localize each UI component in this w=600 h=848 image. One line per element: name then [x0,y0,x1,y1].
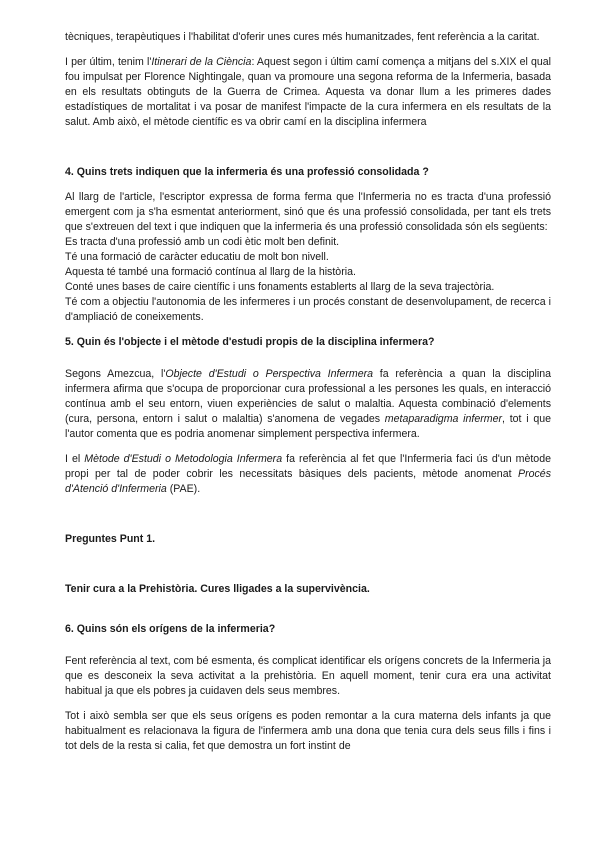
italic-term: Objecte d'Estudi o Perspectiva Infermera [165,368,374,380]
document-page [65,30,551,754]
list-item: Aquesta té també una formació contínua al llarg de la història. [65,266,356,278]
section-heading-prehistoria: Tenir cura a la Prehistòria. Cures lligades a la supervivència. [65,583,370,595]
paragraph-trets: Al llarg de l'article, l'escriptor expressa de forma ferma que l'Infermeria no es tracta d'una professió emergent com ja s'ha esmentat anteriorment, sinó que és una professió consolidada, per tant els trets que s'extreuen del text i que indiquen que la infermeria és una professió consolidada són els següents: [65,191,551,233]
italic-term: metaparadigma infermer [384,413,503,425]
text-run: fa referència a quan la disciplina infermera afirma que s'ocupa de proporcionar cura professional a les persones les quals, en interacció contínua amb el seu entorn, viuen experiències de salut o malaltia. Aquesta combinació d'elements (cura, persona, entorn i salut o malaltia) s'anomena de vegades [65,368,551,425]
italic-term: Mètode d'Estudi o Metodologia Infermera [84,453,283,465]
paragraph-caritat: tècniques, terapèutiques i l'habilitat d'oferir unes cures més humanitzades, fent referència a la caritat. [65,31,540,43]
section-heading-preguntes-punt-1: Preguntes Punt 1. [65,533,156,545]
question-4-heading: 4. Quins trets indiquen que la infermeria és una professió consolidada ? [65,166,429,178]
paragraph-objecte-estudi [65,367,551,442]
paragraph-itinerari-ciencia [65,55,551,130]
list-item: Té una formació de caràcter educatiu de molt bon nivell. [65,251,329,263]
text-run: Segons Amezcua, l' [65,368,166,380]
list-item: Té com a objectiu l'autonomia de les infermeres i un procés constant de desenvolupament, de recerca i d'ampliació de coneixements. [65,296,551,323]
text-run: fa referència al fet que l'Infermeria faci ús d'un mètode propi per tal de poder cobrir les necessitats bàsiques dels pacients, mètode anomenat [65,453,551,480]
question-6-heading: 6. Quins són els orígens de la infermeria? [65,623,276,635]
paragraph-cura-materna: Tot i això sembla ser que els seus orígens es poden remontar a la cura materna dels infants ja que habitualment es relacionava la figura de l'infermera amb una dona que tenia cura dels seus fills i fins i tot dels de la resta si calia, fet que demostra un fort instint de [65,710,551,752]
text-run: , tot i que l'autor comenta que es podria anomenar simplement perspectiva infermera. [65,413,552,440]
text-run: I el [65,453,85,465]
italic-term: Itinerari de la Ciència [151,56,252,68]
question-5-heading: 5. Quin és l'objecte i el mètode d'estudi propis de la disciplina infermera? [65,336,435,348]
text-run: I per últim, tenim l' [65,56,152,68]
italic-term: Procés d'Atenció d'Infermeria [65,468,551,495]
text-run: (PAE). [166,483,201,495]
text-run: : Aquest segon i últim camí comença a mitjans del s.XIX el qual fou impulsat per Florence Nightingale, quan va promoure una segona reforma de la Infermeria, basada en els resultats obtinguts de la Guerra de Crimea. Aquesta va donar llum a les primeres dades estadístiques de mortalitat i va posar de manifest l'impacte de la cura infermera en els resultats de la salut. Amb això, el mètode científic es va obrir camí en la disciplina infermera [65,56,552,128]
paragraph-origens: Fent referència al text, com bé esmenta, és complicat identificar els orígens concrets de la Infermeria ja que es desconeix la seva activitat a la prehistòria. En aquell moment, tenir cura era una activitat habitual ja que els pobres ja cuidaven dels seus membres. [65,655,551,697]
paragraph-metode-estudi [65,452,551,497]
list-item: Es tracta d'una professió amb un codi ètic molt ben definit. [65,236,340,248]
list-item: Conté unes bases de caire científic i uns fonaments establerts al llarg de la seva trajectòria. [65,281,495,293]
